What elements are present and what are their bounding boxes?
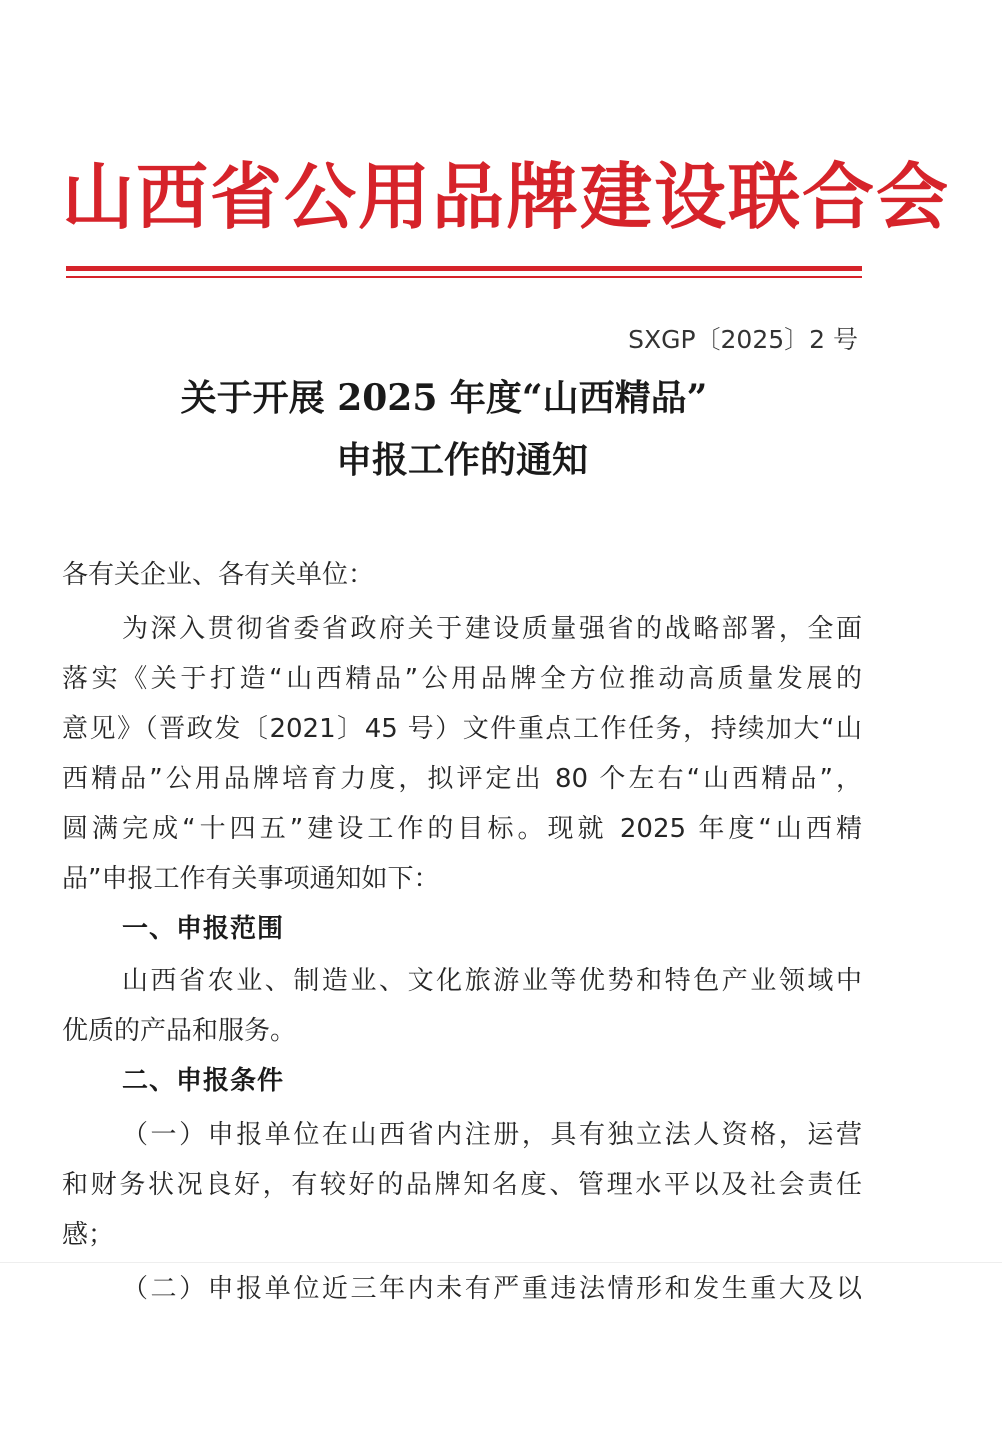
section-heading-conditions: 二、申报条件 xyxy=(122,1066,285,1096)
paragraph-line: 西精品”公用品牌培育力度，拟评定出 80 个左右“山西精品”， xyxy=(62,764,862,794)
paragraph-line: 圆满完成“十四五”建设工作的目标。现就 2025 年度“山西精 xyxy=(62,814,862,844)
paragraph-line: 为深入贯彻省委省政府关于建设质量强省的战略部署，全面 xyxy=(122,614,862,644)
paragraph-line: 山西省农业、制造业、文化旅游业等优势和特色产业领域中 xyxy=(122,966,862,996)
masthead-red-rule-thin xyxy=(66,276,862,278)
document-number: SXGP〔2025〕2 号 xyxy=(628,325,858,354)
paragraph-line: 优质的产品和服务。 xyxy=(62,1016,297,1046)
paragraph-line: （二）申报单位近三年内未有严重违法情形和发生重大及以 xyxy=(122,1274,862,1304)
paragraph-line: 感； xyxy=(62,1220,115,1250)
masthead-red-rule-thick xyxy=(66,266,862,271)
paragraph-line: 和财务状况良好，有较好的品牌知名度、管理水平以及社会责任 xyxy=(62,1170,862,1200)
paragraph-line: 品”申报工作有关事项通知如下： xyxy=(62,864,440,894)
paragraph-line: 落实《关于打造“山西精品”公用品牌全方位推动高质量发展的 xyxy=(62,664,862,694)
salutation: 各有关企业、各有关单位： xyxy=(62,560,375,590)
paragraph-line: 意见》（晋政发〔2021〕45 号）文件重点工作任务，持续加大“山 xyxy=(62,714,862,744)
document-title-line-1: 关于开展 2025 年度“山西精品” xyxy=(180,377,708,419)
document-title-line-2: 申报工作的通知 xyxy=(335,439,588,481)
masthead-organization-name: 山西省公用品牌建设联合会 xyxy=(62,154,951,239)
section-heading-scope: 一、申报范围 xyxy=(122,914,285,944)
scan-page-edge xyxy=(0,1262,1002,1263)
paragraph-line: （一）申报单位在山西省内注册，具有独立法人资格，运营 xyxy=(122,1120,862,1150)
